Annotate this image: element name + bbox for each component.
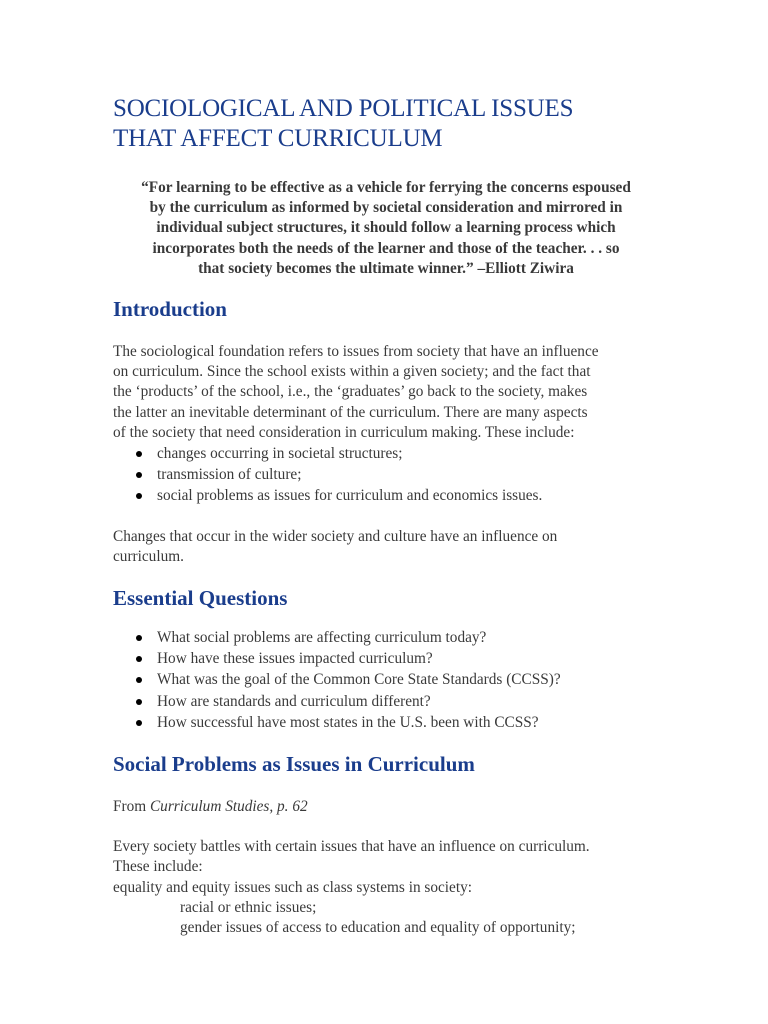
paragraph-line: of the society that need consideration in curriculum making. These include:	[113, 423, 575, 441]
epigraph-quote	[101, 178, 671, 279]
indented-line: racial or ethnic issues;	[180, 898, 317, 916]
essential-questions-heading: Essential Questions	[113, 586, 288, 611]
source-prefix: From	[113, 798, 150, 816]
quote-line: individual subject structures, it should follow a learning process which	[156, 219, 616, 237]
paragraph-line: The sociological foundation refers to issues from society that have an influence	[113, 343, 599, 361]
essential-questions-list	[113, 627, 673, 733]
document-page	[113, 94, 673, 938]
social-problems-paragraph	[113, 837, 673, 938]
paragraph-line: on curriculum. Since the school exists within a given society; and the fact that	[113, 363, 591, 381]
paragraph-line: equality and equity issues such as class systems in society:	[113, 878, 472, 896]
introduction-paragraph	[113, 342, 673, 443]
introduction-heading: Introduction	[113, 297, 227, 322]
list-item: changes occurring in societal structures;	[157, 443, 673, 464]
document-title	[113, 94, 673, 154]
quote-line: by the curriculum as informed by societal consideration and mirrored in	[149, 199, 623, 217]
list-item: How successful have most states in the U.S. been with CCSS?	[157, 712, 673, 733]
list-item: What was the goal of the Common Core State Standards (CCSS)?	[157, 669, 673, 690]
paragraph-line: the latter an inevitable determinant of the curriculum. There are many aspects	[113, 403, 588, 421]
list-item: How have these issues impacted curriculum?	[157, 648, 673, 669]
paragraph-line: Every society battles with certain issues that have an influence on curriculum.	[113, 838, 590, 856]
title-line: THAT AFFECT CURRICULUM	[113, 125, 443, 152]
social-problems-heading: Social Problems as Issues in Curriculum	[113, 752, 475, 777]
list-item: How are standards and curriculum different?	[157, 691, 673, 712]
quote-line: that society becomes the ultimate winner.” –Elliott Ziwira	[198, 259, 574, 277]
source-title: Curriculum Studies, p. 62	[149, 798, 308, 816]
introduction-closing-paragraph	[113, 527, 673, 567]
quote-line: incorporates both the needs of the learner and those of the teacher. . . so	[152, 239, 620, 257]
list-item: social problems as issues for curriculum and economics issues.	[157, 485, 673, 506]
introduction-bullet-list	[113, 443, 673, 507]
list-item: What social problems are affecting curriculum today?	[157, 627, 673, 648]
paragraph-line: curriculum.	[113, 547, 184, 565]
list-item: transmission of culture;	[157, 464, 673, 485]
paragraph-line: Changes that occur in the wider society and culture have an influence on	[113, 527, 558, 545]
quote-line: “For learning to be effective as a vehicle for ferrying the concerns espoused	[141, 179, 631, 196]
indented-line: gender issues of access to education and equality of opportunity;	[180, 919, 576, 937]
source-citation	[113, 797, 673, 817]
paragraph-line: the ‘products’ of the school, i.e., the ‘graduates’ go back to the society, makes	[113, 383, 588, 401]
title-line: SOCIOLOGICAL AND POLITICAL ISSUES	[113, 95, 574, 122]
paragraph-line: These include:	[113, 858, 203, 876]
